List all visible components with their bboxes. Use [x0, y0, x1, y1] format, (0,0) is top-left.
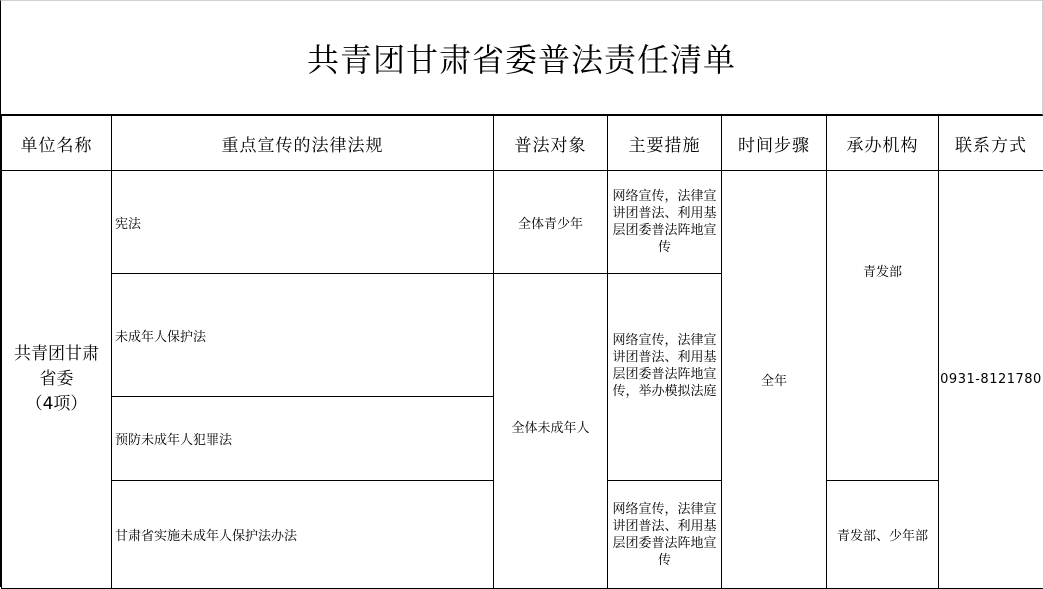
header-row	[2, 116, 1043, 171]
law-cell: 宪法	[112, 171, 494, 274]
measure-text: 网络宣传，法律宣讲团普法、利用基层团委普法阵地宣传，举办模拟法庭	[612, 286, 717, 400]
unit-item-count: （4项）	[2, 392, 111, 417]
measure-cell	[608, 274, 722, 481]
law-cell: 预防未成年人犯罪法	[112, 397, 494, 481]
header-organizer: 承办机构	[827, 116, 939, 171]
unit-name-cell	[2, 171, 112, 589]
target-cell: 全体青少年	[494, 171, 608, 274]
target-cell	[494, 274, 608, 589]
header-measures: 主要措施	[608, 116, 722, 171]
measure-cell: 网络宣传，法律宣讲团普法、利用基层团委普法阵地宣传	[608, 481, 722, 589]
unit-name-line2: 省委	[2, 367, 111, 392]
responsibility-table	[1, 115, 1043, 589]
law-cell: 甘肃省实施未成年人保护法办法	[112, 481, 494, 589]
unit-name-line1: 共青团甘肃	[2, 342, 111, 367]
organizer-label: 青发部	[827, 261, 938, 280]
timeline-cell: 全年	[722, 171, 827, 589]
target-label: 全体未成年人	[494, 417, 607, 436]
page-title: 共青团甘肃省委普法责任清单	[1, 1, 1043, 115]
header-timeline: 时间步骤	[722, 116, 827, 171]
organizer-cell: 青发部、少年部	[827, 481, 939, 589]
contact-cell: 0931-8121780	[939, 171, 1043, 589]
header-laws: 重点宣传的法律法规	[112, 116, 494, 171]
organizer-cell	[827, 171, 939, 481]
header-unit: 单位名称	[2, 116, 112, 171]
table-row	[2, 171, 1043, 274]
header-contact: 联系方式	[939, 116, 1043, 171]
header-target: 普法对象	[494, 116, 608, 171]
law-cell: 未成年人保护法	[112, 274, 494, 397]
measure-cell: 网络宣传，法律宣讲团普法、利用基层团委普法阵地宣传	[608, 171, 722, 274]
